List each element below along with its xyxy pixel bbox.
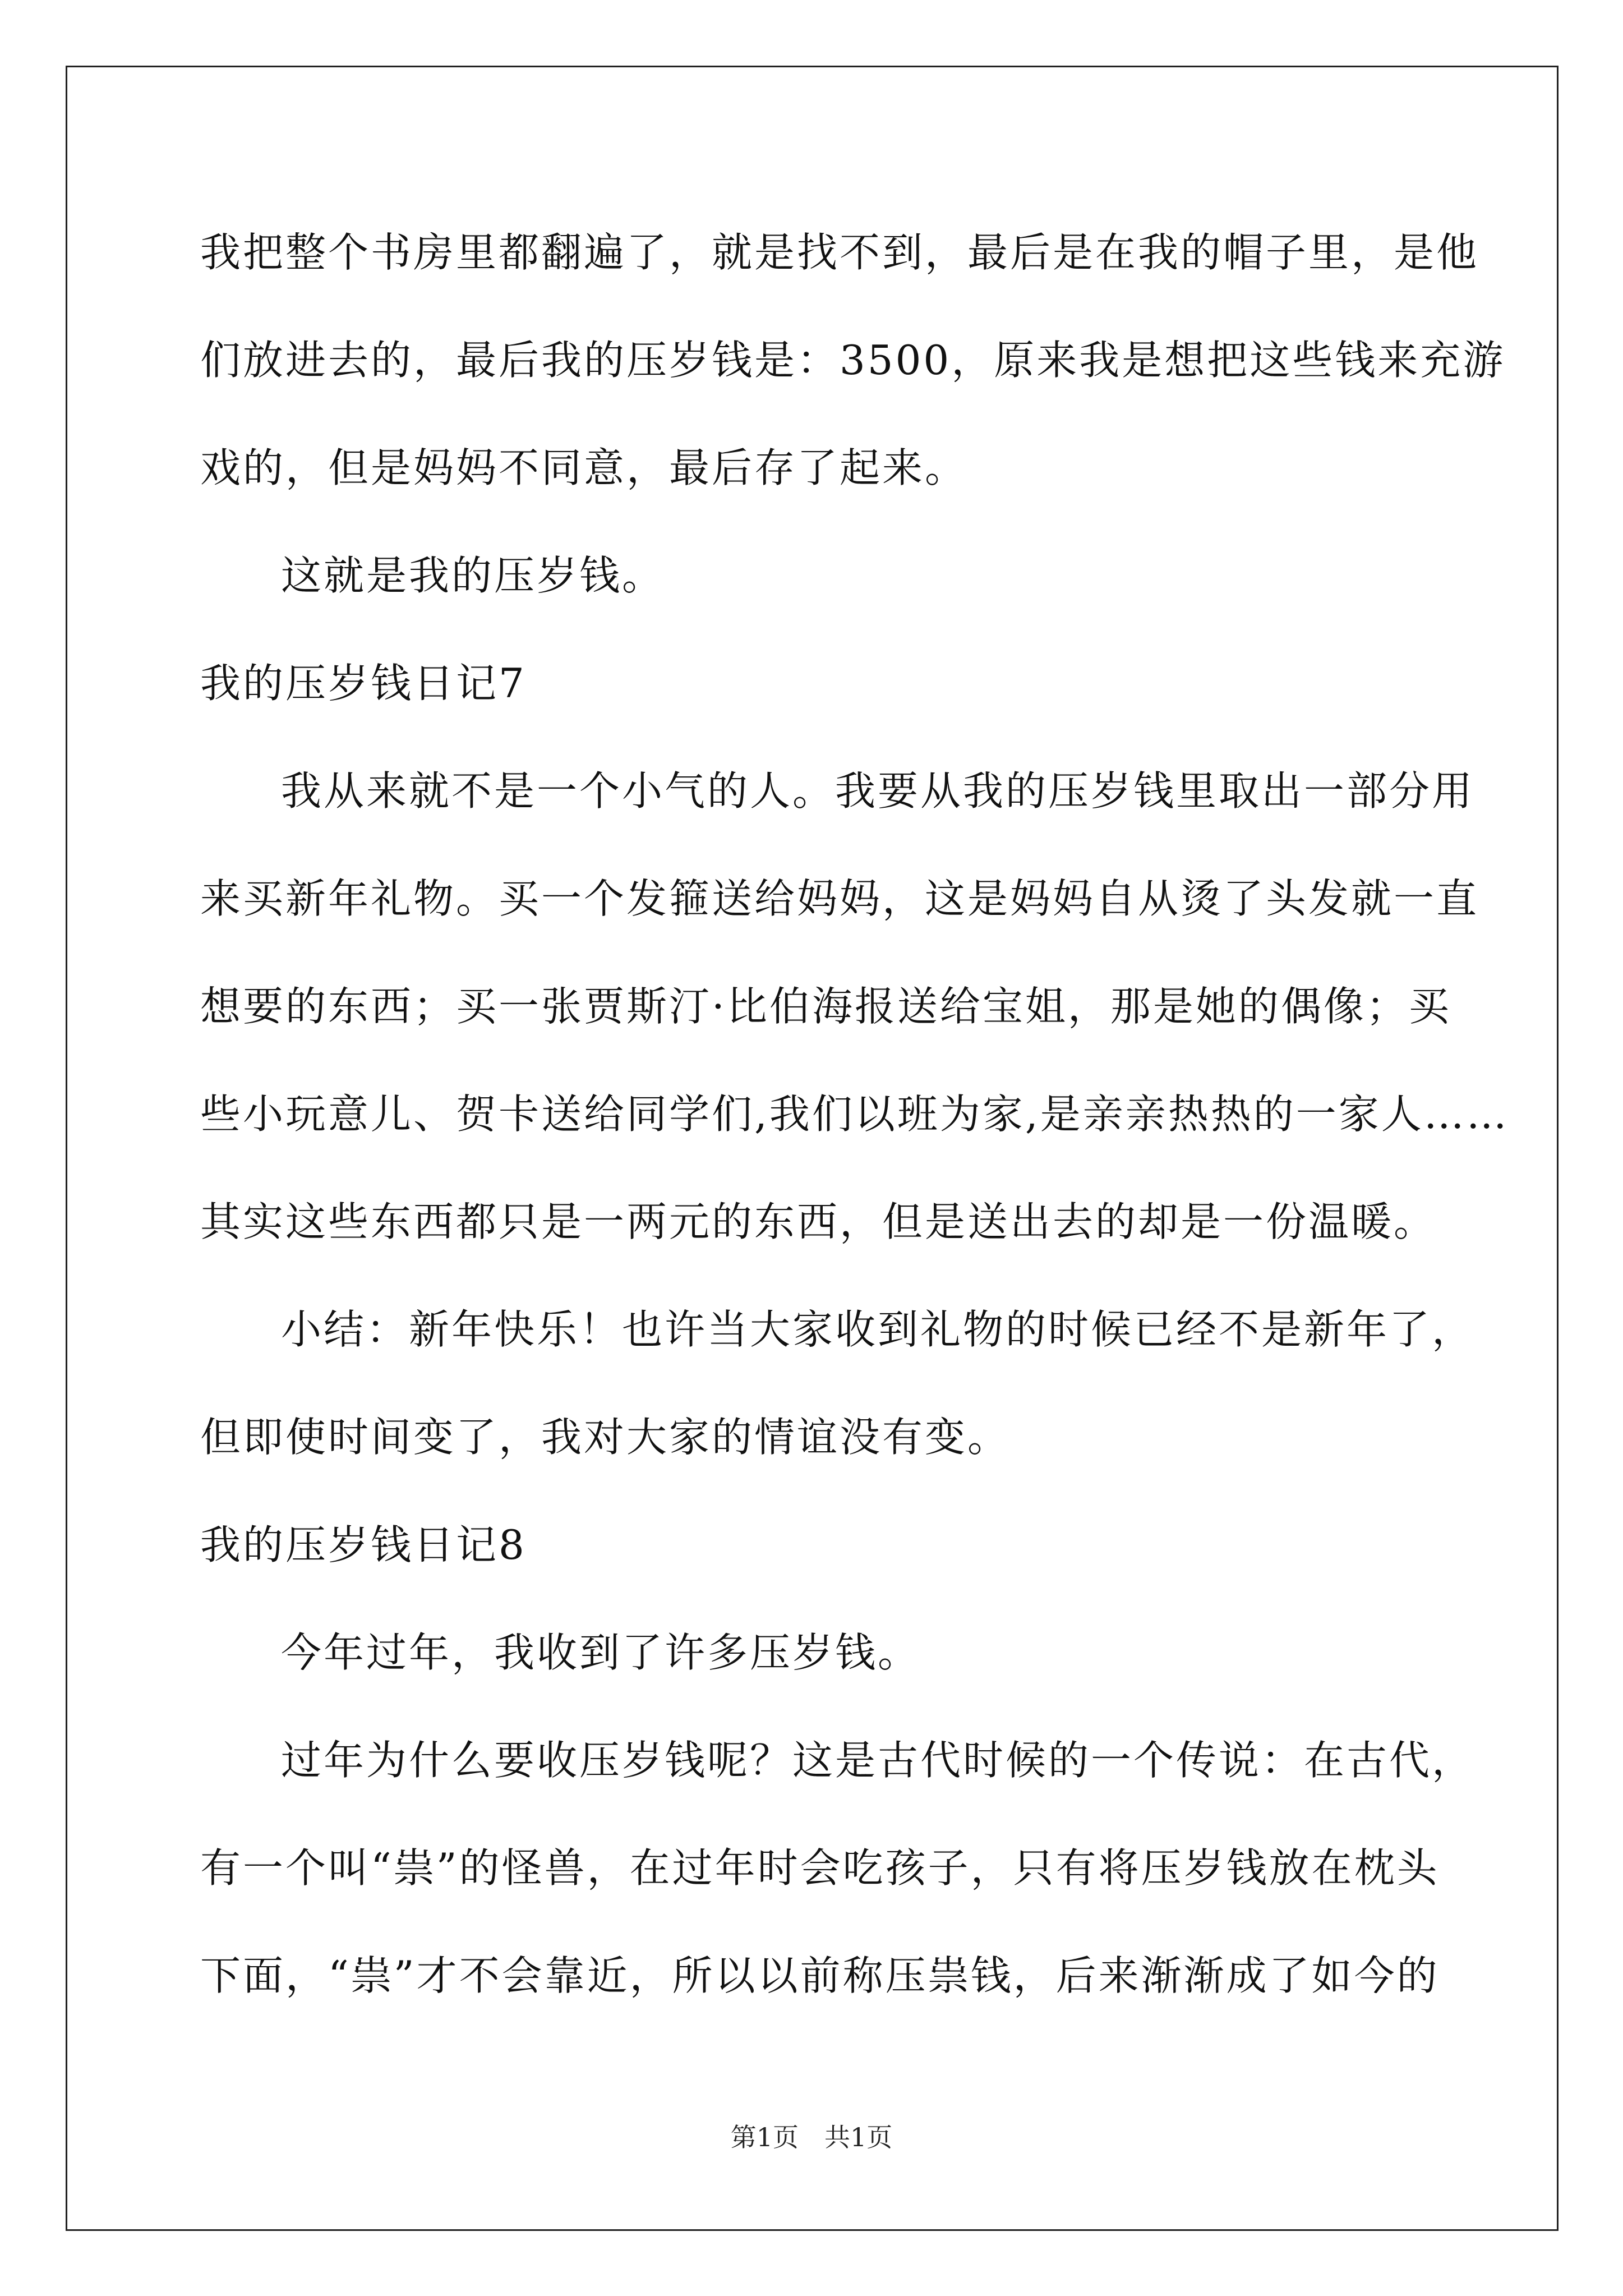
paragraph-line: 有一个叫“祟”的怪兽，在过年时会吃孩子，只有将压岁钱放在枕头: [200, 1844, 1440, 1892]
paragraph-line: 我把整个书房里都翻遍了，就是找不到，最后是在我的帽子里，是他: [200, 229, 1479, 276]
section-heading: 我的压岁钱日记7: [200, 660, 527, 707]
paragraph-line: 今年过年，我收到了许多压岁钱。: [281, 1629, 921, 1676]
paragraph-line: 我从来就不是一个小气的人。我要从我的压岁钱里取出一部分用: [281, 767, 1475, 815]
paragraph-line: 们放进去的，最后我的压岁钱是：3500，原来我是想把这些钱来充游: [200, 337, 1506, 384]
paragraph-line: 些小玩意儿、贺卡送给同学们,我们以班为家,是亲亲热热的一家人……: [200, 1091, 1509, 1138]
paragraph-line: 想要的东西；买一张贾斯汀·比伯海报送给宝姐，那是她的偶像；买: [200, 983, 1451, 1030]
paragraph-line: 但即使时间变了，我对大家的情谊没有变。: [200, 1414, 1011, 1461]
page-border: [66, 66, 1559, 2231]
paragraph-line: 其实这些东西都只是一两元的东西，但是送出去的却是一份温暖。: [200, 1198, 1437, 1245]
section-heading: 我的压岁钱日记8: [200, 1521, 527, 1568]
paragraph-line: 下面，“祟”才不会靠近，所以以前称压祟钱，后来渐渐成了如今的: [200, 1952, 1440, 1999]
paragraph-line: 戏的，但是妈妈不同意，最后存了起来。: [200, 444, 968, 491]
paragraph-line: 小结：新年快乐！也许当大家收到礼物的时候已经不是新年了，: [281, 1306, 1475, 1353]
paragraph-line: 过年为什么要收压岁钱呢？这是古代时候的一个传说：在古代，: [281, 1737, 1475, 1784]
paragraph-line: 来买新年礼物。买一个发箍送给妈妈，这是妈妈自从烫了头发就一直: [200, 875, 1479, 922]
page-number: 第1页 共1页: [730, 2122, 893, 2152]
paragraph-line: 这就是我的压岁钱。: [281, 552, 665, 599]
